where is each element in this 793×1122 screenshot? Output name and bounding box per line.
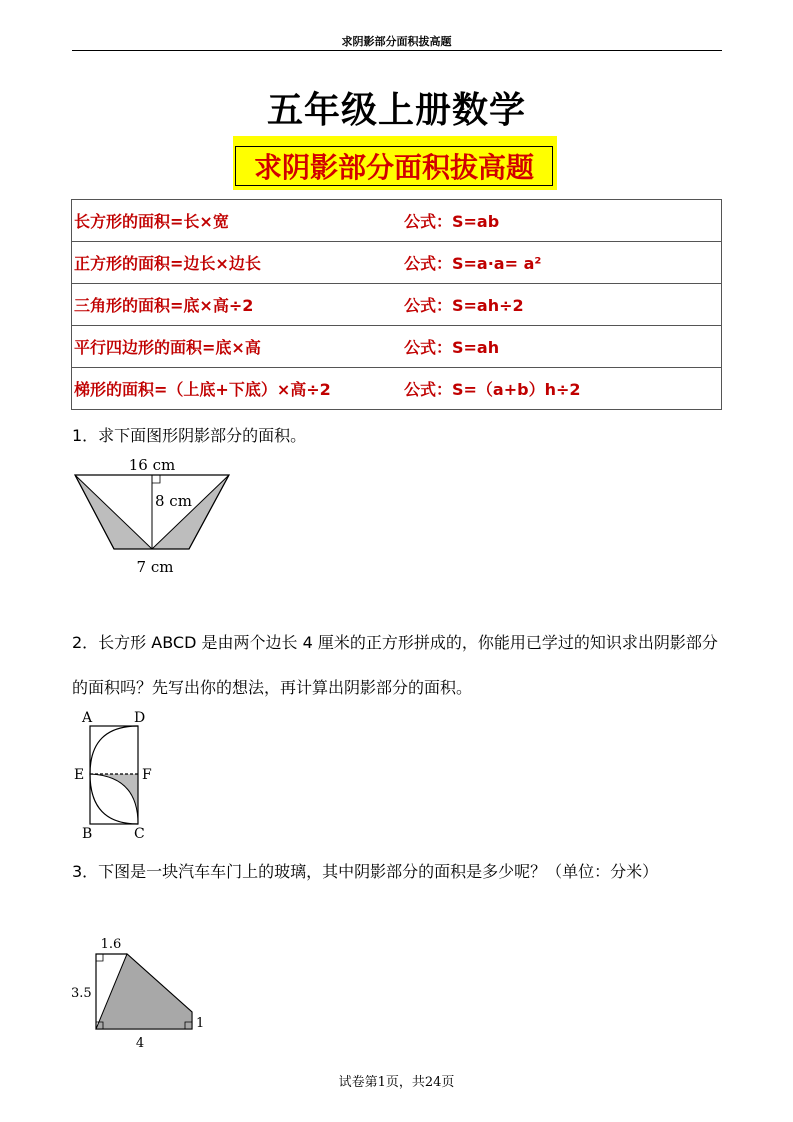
shaded-region	[90, 774, 138, 824]
table-row	[72, 368, 722, 410]
question-1: 1．求下面图形阴影部分的面积。	[72, 426, 307, 445]
page-title: 五年级上册数学	[266, 90, 526, 131]
subtitle-box	[235, 146, 553, 186]
label-top-16cm: 16 cm	[128, 456, 176, 474]
subtitle-text: 求阴影部分面积拔高题	[253, 151, 534, 184]
label-c: C	[134, 826, 145, 841]
label-left-3-5: 3.5	[71, 986, 92, 1001]
label-e: E	[74, 767, 85, 783]
question-3: 3．下图是一块汽车车门上的玻璃，其中阴影部分的面积是多少呢？（单位：分米）	[72, 862, 659, 881]
formula-expression: 公式：S=ab	[400, 200, 722, 242]
formula-name: 长方形的面积=长×宽	[72, 200, 401, 242]
formula-expression: 公式：S=（a+b）h÷2	[400, 368, 722, 410]
formula-expression: 公式：S=a·a= a²	[400, 242, 722, 284]
label-height-8cm: 8 cm	[155, 492, 192, 510]
upper-arc	[90, 726, 138, 774]
shaded-right-triangle	[152, 475, 229, 549]
formula-name: 正方形的面积=边长×边长	[72, 242, 401, 284]
right-angle-mark	[152, 475, 160, 483]
label-f: F	[142, 767, 152, 783]
formula-expression: 公式：S=ah÷2	[400, 284, 722, 326]
label-top-1-6: 1.6	[100, 937, 122, 952]
formula-name: 梯形的面积=（上底+下底）×高÷2	[72, 368, 401, 410]
label-d: D	[134, 710, 146, 726]
shaded-left-triangle	[75, 475, 152, 549]
page-header: 求阴影部分面积拔高题	[341, 35, 452, 48]
formula-name: 平行四边形的面积=底×高	[72, 326, 401, 368]
formula-table	[71, 199, 722, 410]
label-a: A	[82, 710, 93, 726]
label-bottom-7cm: 7 cm	[136, 558, 174, 576]
page-footer: 试卷第1页，共24页	[338, 1075, 455, 1090]
shaded-region	[96, 954, 192, 1029]
table-row	[72, 284, 722, 326]
table-row	[72, 326, 722, 368]
label-right-1: 1	[196, 1016, 205, 1031]
right-angle-mark-top	[96, 954, 103, 961]
label-b: B	[82, 826, 93, 841]
table-row	[72, 200, 722, 242]
question-2: 2．长方形 ABCD 是由两个边长 4 厘米的正方形拼成的，你能用已学过的知识求出阴影部分的面积吗？先写出你的想法，再计算出阴影部分的面积。	[72, 633, 718, 697]
figure-2-rectangle	[70, 706, 160, 841]
table-row	[72, 242, 722, 284]
formula-expression: 公式：S=ah	[400, 326, 722, 368]
figure-3-glass	[68, 930, 218, 1052]
label-bottom-4: 4	[135, 1036, 145, 1051]
formula-name: 三角形的面积=底×高÷2	[72, 284, 401, 326]
figure-1-trapezoid	[60, 452, 240, 580]
header-divider	[72, 50, 722, 51]
